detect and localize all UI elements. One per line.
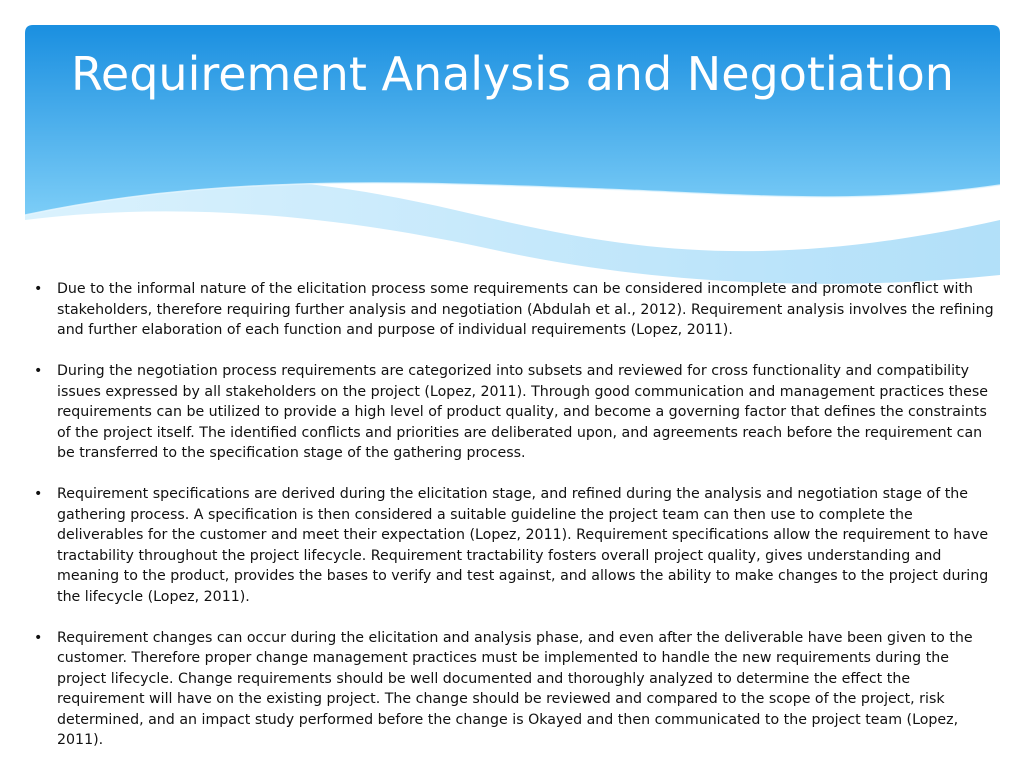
bullet-item <box>30 279 995 341</box>
bullet-item <box>30 361 995 464</box>
bullet-item <box>30 628 995 751</box>
slide-title: Requirement Analysis and Negotiation <box>71 47 954 101</box>
bullet-dot-icon: • <box>34 629 43 646</box>
bullet-list <box>30 279 995 771</box>
bullet-dot-icon: • <box>34 363 43 379</box>
bullet-text: Requirement specifications are derived during the elicitation stage, and refined during the analysis and negotiation stage of the gathering process. A specification is then considered a suitable guideline the project team can then use to complete the deliverables for the customer and meet their expectation (Lopez, 2011). Requirement specifications allow the requirement to have tractability throughout the project lifecycle. Requirement tractability fosters overall project quality, gives understanding and meaning to the product, provides the bases to verify and test against, and allows the ability to make changes to the project during the lifecycle (Lopez, 2011). <box>57 486 989 605</box>
bullet-text: Due to the informal nature of the elicitation process some requirements can be considered incomplete and promote conflict with stakeholders, therefore requiring further analysis and negotiation (Abdulah et al., 2012). Requirement analysis involves the refining and further elaboration of each function and purpose of individual requirements (Lopez, 2011). <box>57 281 994 338</box>
bullet-item <box>30 484 995 607</box>
bullet-text: Requirement changes can occur during the elicitation and analysis phase, and even after the deliverable have been given to the customer. Therefore proper change management practices must be implemented to handle the new requirements during the project lifecycle. Change requirements should be well documented and thoroughly analyzed to determine the effect the requirement will have on the existing project. The change should be reviewed and compared to the scope of the project, risk determined, and an impact study performed before the change is Okayed and then communicated to the project team (Lopez, 2011). <box>57 629 973 748</box>
bullet-dot-icon: • <box>34 281 43 297</box>
bullet-text: During the negotiation process requirements are categorized into subsets and reviewed for cross functionality and compatibility issues expressed by all stakeholders on the project (Lopez, 2011). Through good communication and management practices these requirements can be utilized to provide a high level of product quality, and become a governing factor that defines the constraints of the project itself. The identified conflicts and priorities are deliberated upon, and agreements reach before the requirement can be transferred to the specification stage of the gathering process. <box>57 363 989 461</box>
bullet-dot-icon: • <box>34 486 43 502</box>
